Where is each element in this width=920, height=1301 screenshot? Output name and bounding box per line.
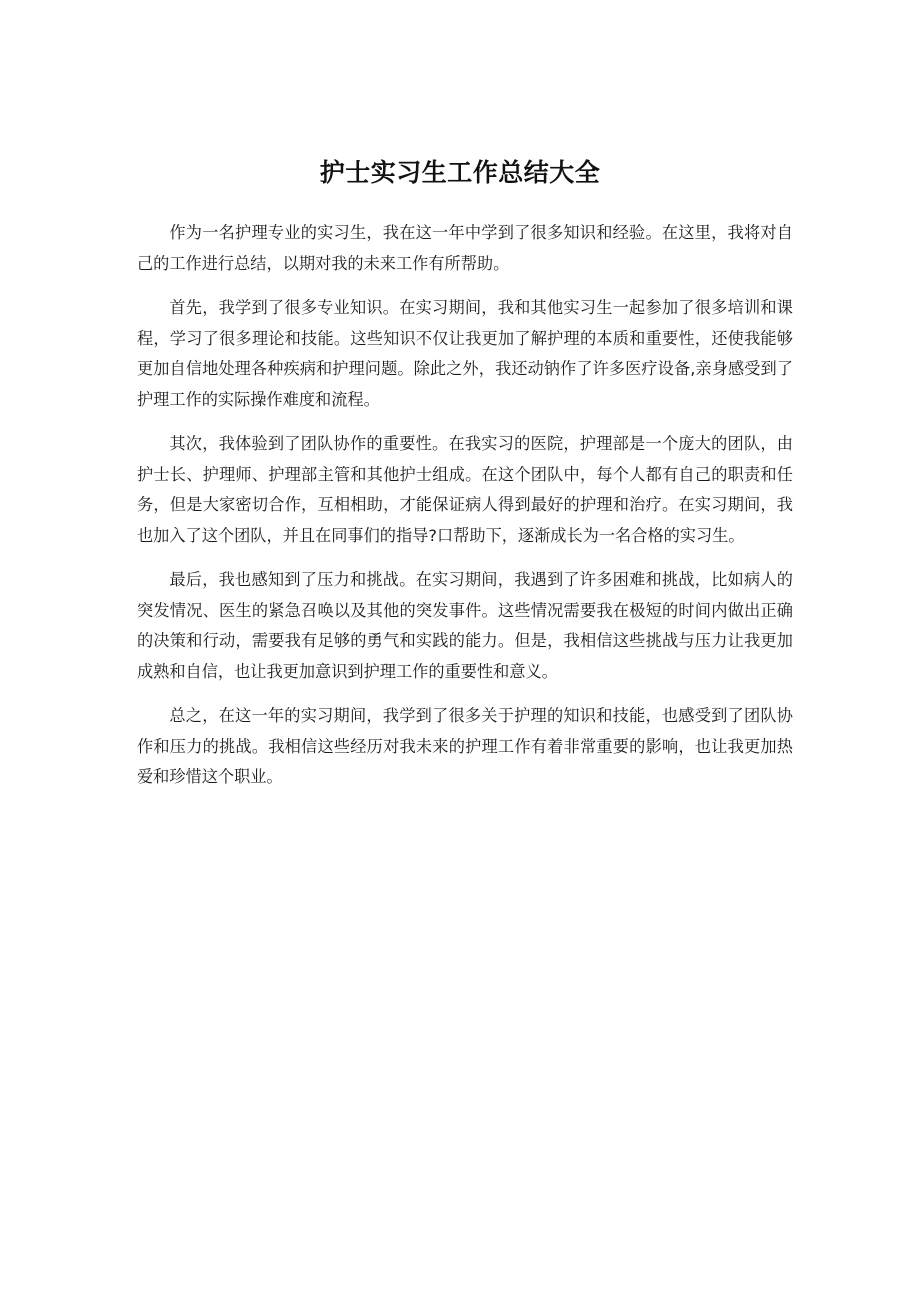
paragraph-second: 其次，我体验到了团队协作的重要性。在我实习的医院，护理部是一个庞大的团队，由护士长、护理师、护理部主管和其他护士组成。在这个团队中，每个人都有自己的职责和任务，但是大家密切合作，互相相助，才能保证病人得到最好的护理和治疗。在实习期间，我也加入了这个团队，并且在同事们的指导?口帮助下，逐渐成长为一名合格的实习生。 — [137, 434, 793, 545]
paragraph-conclusion: 总之，在这一年的实习期间，我学到了很多关于护理的知识和技能，也感受到了团队协作和压力的挑战。我相信这些经历对我未来的护理工作有着非常重要的影响，也让我更加热爱和珍惜这个职业。 — [137, 706, 793, 786]
document-title: 护士实习生工作总结大全 — [319, 157, 601, 187]
paragraph-intro: 作为一名护理专业的实习生，我在这一年中学到了很多知识和经验。在这里，我将对自己的工作进行总结，以期对我的未来工作有所帮助。 — [137, 223, 793, 273]
paragraph-third: 最后，我也感知到了压力和挑战。在实习期间，我遇到了许多困难和挑战，比如病人的突发情况、医生的紧急召唤以及其他的突发事件。这些情况需要我在极短的时间内做出正确的决策和行动，需要我有足够的勇气和实践的能力。但是，我相信这些挑战与压力让我更加成熟和自信，也让我更加意识到护理工作的重要性和意义。 — [137, 570, 793, 681]
paragraph-first: 首先，我学到了很多专业知识。在实习期间，我和其他实习生一起参加了很多培训和课程，学习了很多理论和技能。这些知识不仅让我更加了解护理的本质和重要性，还使我能够更加自信地处理各种疾病和护理问题。除此之外，我还动钠作了许多医疗设备,亲身感受到了护理工作的实际操作难度和流程。 — [137, 298, 793, 409]
document-body — [137, 218, 793, 807]
